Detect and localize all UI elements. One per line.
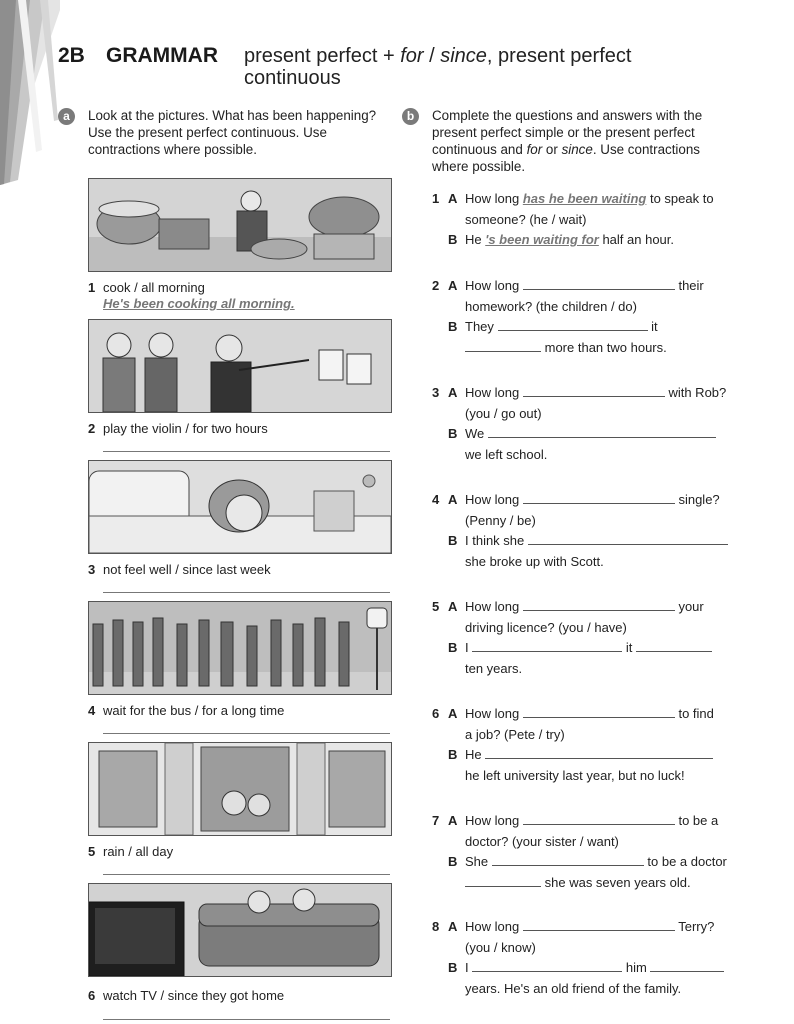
- exercise-a-item-3: 3 not feel well / since last week: [88, 562, 271, 577]
- picture-cooking: [88, 178, 392, 272]
- exercise-a-item-1: 1 cook / all morning He's been cooking all morning.: [88, 280, 390, 312]
- picture-sick-in-bed: [88, 460, 392, 554]
- picture-rain-window: [88, 742, 392, 836]
- blank[interactable]: [492, 854, 644, 866]
- blank[interactable]: [650, 960, 724, 972]
- exercise-a-item-5: 5 rain / all day: [88, 844, 174, 859]
- blank[interactable]: [523, 706, 675, 718]
- question-3: 3 A How long with Rob? (you / go out) B We we left school.: [432, 385, 727, 462]
- example-answer-b: 's been waiting for: [485, 232, 599, 247]
- answer-line-4[interactable]: [103, 733, 390, 734]
- question-2: 2 A How long their homework? (the children / do) B They it more than two hours.: [432, 278, 704, 355]
- question-8: 8 A How long Terry? (you / know) B I him years. He's an old friend of the family.: [432, 917, 742, 999]
- answer-line-5[interactable]: [103, 874, 390, 875]
- question-1: 1 A How long has he been waiting to speak to someone? (he / wait) B He 's been waiting for half an hour.: [432, 191, 714, 247]
- blank[interactable]: [523, 492, 675, 504]
- picture-watching-tv: [88, 883, 392, 977]
- grammar-topic: present perfect + for / since, present perfect continuous: [244, 45, 632, 89]
- answer-line-2[interactable]: [103, 451, 390, 452]
- question-7: 7 A How long to be a doctor? (your sister / want) B She to be a doctor she was seven years old.: [432, 813, 727, 890]
- blank[interactable]: [472, 640, 622, 652]
- example-answer: He's been cooking all morning.: [103, 296, 295, 311]
- picture-violin: [88, 319, 392, 413]
- blank[interactable]: [636, 640, 712, 652]
- example-answer-a: has he been waiting: [522, 191, 647, 206]
- exercise-a-item-2: 2 play the violin / for two hours: [88, 421, 268, 436]
- blank[interactable]: [528, 533, 728, 545]
- answer-line-3[interactable]: [103, 592, 390, 593]
- picture-bus-queue: [88, 601, 392, 695]
- blank[interactable]: [498, 319, 648, 331]
- blank[interactable]: [472, 960, 622, 972]
- blank[interactable]: [488, 426, 716, 438]
- section-title: GRAMMAR: [106, 44, 218, 67]
- blank[interactable]: [523, 278, 675, 290]
- blank[interactable]: [523, 813, 675, 825]
- blank[interactable]: [485, 747, 713, 759]
- corner-fan-decoration: [0, 0, 60, 185]
- question-4: 4 A How long single? (Penny / be) B I think she she broke up with Scott.: [432, 490, 742, 572]
- exercise-a-item-6: 6 watch TV / since they got home: [88, 988, 285, 1003]
- blank[interactable]: [523, 599, 675, 611]
- blank[interactable]: [465, 875, 541, 887]
- question-5: 5 A How long your driving licence? (you / have) B I it ten years.: [432, 597, 742, 679]
- exercise-b-badge: b: [402, 108, 419, 125]
- blank[interactable]: [523, 385, 665, 397]
- exercise-b-instruction: Complete the questions and answers with the present perfect simple or the present perfect continuous and for or since. Use contractions where possible.: [432, 108, 703, 174]
- unit-code: 2B: [58, 44, 85, 67]
- answer-line-6[interactable]: [103, 1019, 390, 1020]
- question-6: 6 A How long to find a job? (Pete / try) B He he left university last year, but no luck!: [432, 706, 714, 783]
- exercise-a-instruction: Look at the pictures. What has been happening? Use the present perfect continuous. Use contractions where possible.: [88, 108, 377, 157]
- exercise-a-badge: a: [58, 108, 75, 125]
- blank[interactable]: [523, 919, 675, 931]
- exercise-a-item-4: 4 wait for the bus / for a long time: [88, 703, 285, 718]
- blank[interactable]: [465, 340, 541, 352]
